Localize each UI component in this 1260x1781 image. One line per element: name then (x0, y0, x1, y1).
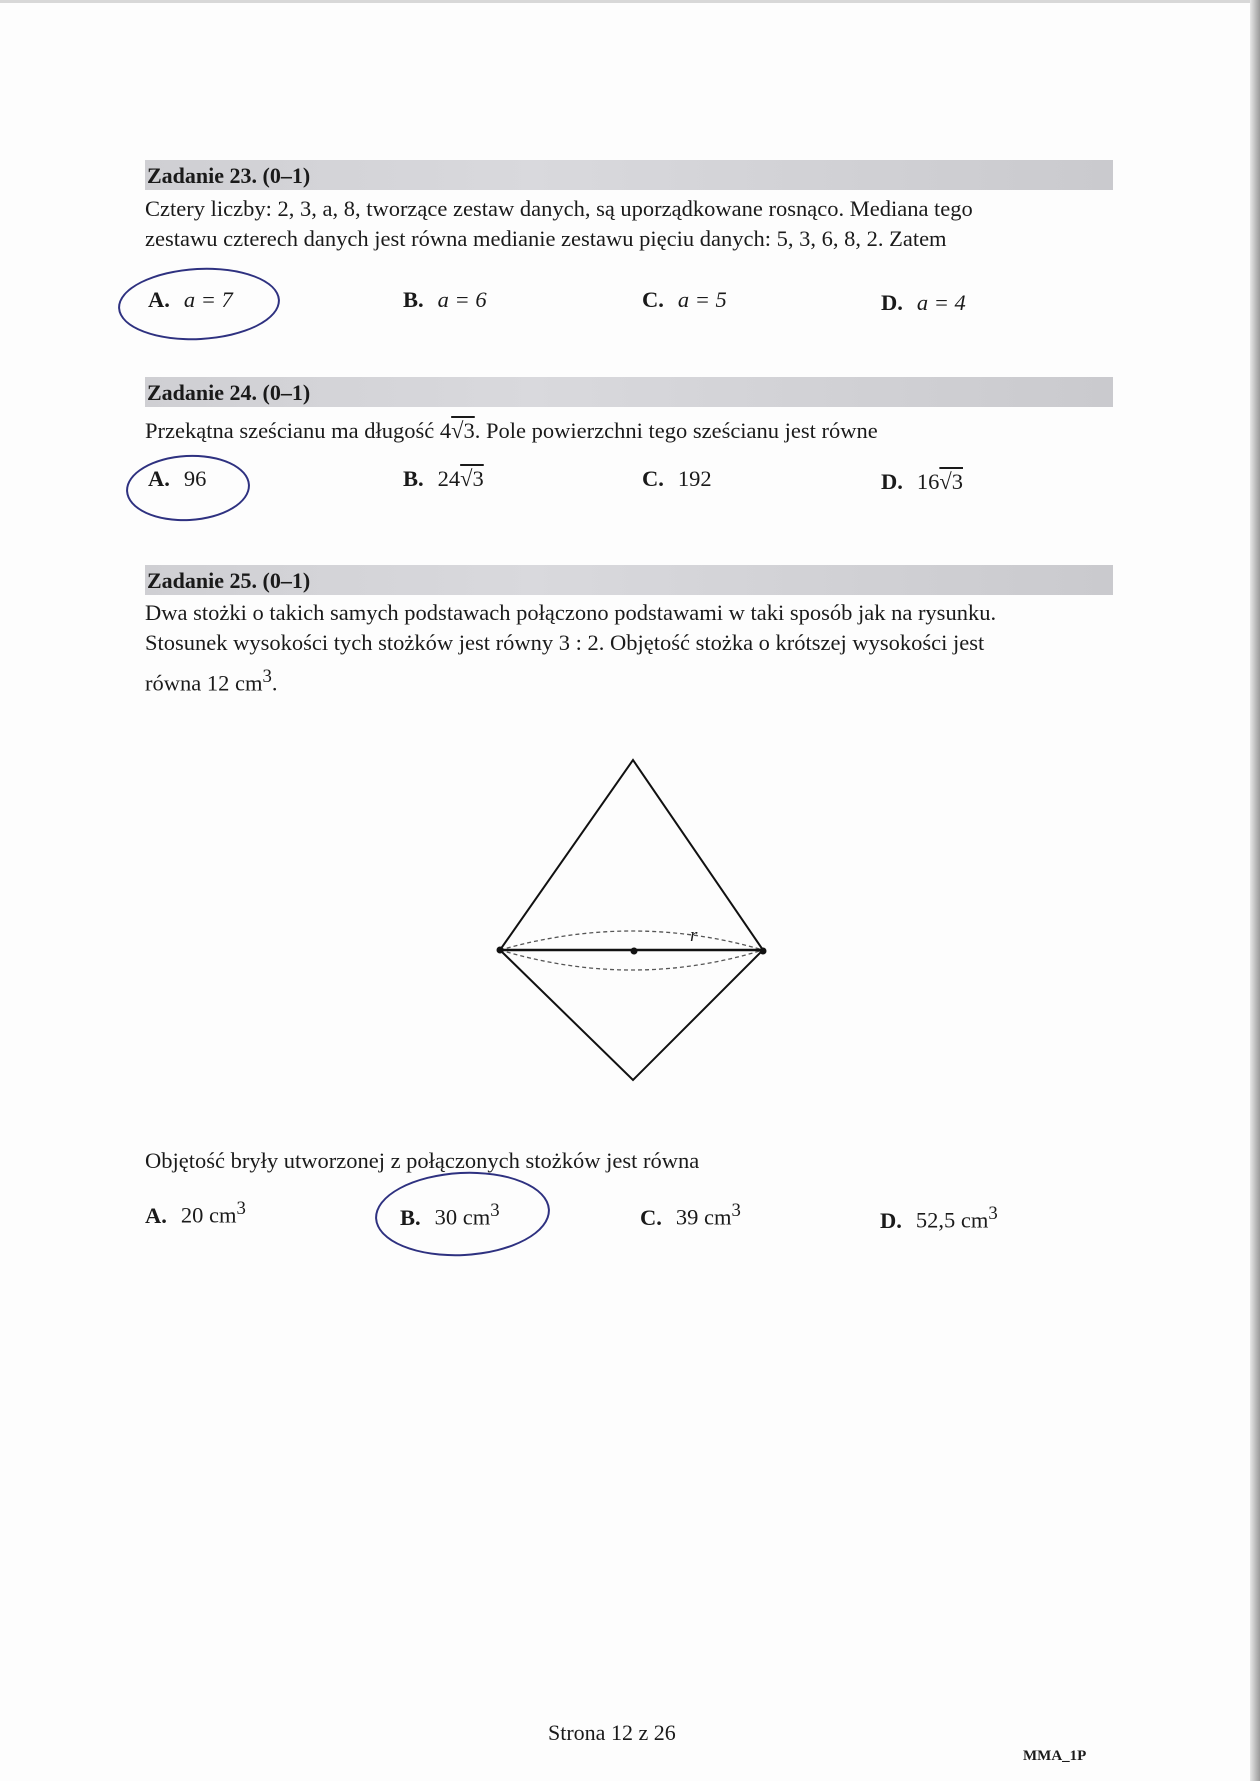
radius-label: r (690, 925, 698, 946)
task-23-text-line-1: Cztery liczby: 2, 3, a, 8, tworzące zestaw danych, są uporządkowane rosnąco. Mediana tego (145, 196, 973, 221)
point-right (760, 948, 767, 955)
task-25-question: Objętość bryły utworzonej z połączonych stożków jest równa (145, 1148, 700, 1173)
task-25-header: Zadanie 25. (0–1) (145, 565, 1113, 595)
option-value: a = 6 (437, 287, 487, 312)
exponent: 3 (490, 1200, 500, 1221)
task-25-option-a[interactable] (145, 1198, 246, 1229)
option-value: a = 7 (183, 287, 233, 312)
option-letter: C. (642, 466, 664, 491)
task-23-header: Zadanie 23. (0–1) (145, 160, 1113, 190)
exponent: 3 (236, 1198, 246, 1219)
text-part: . Pole powierzchni tego sześcianu jest równe (474, 418, 878, 443)
page-number: Strona 12 z 26 (548, 1720, 676, 1745)
text-part: Przekątna sześcianu ma długość 4 (145, 418, 452, 443)
option-letter: D. (880, 1207, 902, 1233)
task-25-option-c[interactable] (640, 1200, 741, 1231)
option-value: 30 cm (434, 1204, 491, 1230)
option-value: 192 (677, 466, 712, 491)
option-value: 20 cm (180, 1202, 237, 1228)
option-letter: C. (642, 287, 664, 312)
sqrt-expression: √3 (451, 418, 475, 443)
cone-outline (500, 760, 763, 1080)
sqrt-expression: √3 (939, 469, 963, 494)
option-value: a = 5 (677, 287, 727, 312)
exponent: 3 (262, 666, 272, 687)
point-center (631, 948, 638, 955)
task-25-text-line-2: Stosunek wysokości tych stożków jest równy 3 : 2. Objętość stożka o krótszej wysokości jest (145, 630, 985, 655)
exam-code: MMA_1P (1023, 1748, 1087, 1764)
exponent: 3 (731, 1200, 741, 1221)
option-value: a = 4 (916, 290, 966, 315)
option-letter: B. (400, 1204, 421, 1230)
task-25-text-line-3: równa 12 $cm^3$. (145, 666, 278, 696)
option-letter: D. (881, 290, 903, 315)
option-letter: B. (403, 287, 424, 312)
option-value: 52,5 cm (915, 1207, 989, 1233)
option-letter: D. (881, 469, 903, 494)
exponent: 3 (988, 1203, 998, 1224)
option-value: 96 (183, 466, 207, 491)
task-24-header: Zadanie 24. (0–1) (145, 377, 1113, 407)
task-23-text-line-2: zestawu czterech danych jest równa medianie zestawu pięciu danych: 5, 3, 6, 8, 2. Zatem (145, 226, 947, 251)
task-25-option-d[interactable] (880, 1203, 998, 1234)
option-letter: A. (145, 1202, 167, 1228)
sqrt-expression: √3 (460, 466, 484, 491)
option-letter: C. (640, 1204, 662, 1230)
option-letter: A. (148, 466, 170, 491)
point-left (497, 947, 504, 954)
option-letter: B. (403, 466, 424, 491)
option-letter: A. (148, 287, 170, 312)
base-ellipse-back (500, 931, 763, 950)
option-value: 24 (437, 466, 461, 491)
task-25-text-line-1: Dwa stożki o takich samych podstawach połączono podstawami w taki sposób jak na rysunku. (145, 600, 997, 625)
option-value: 16 (916, 469, 940, 494)
text-part: równa 12 cm (145, 670, 263, 696)
option-value: 39 cm (675, 1204, 732, 1230)
